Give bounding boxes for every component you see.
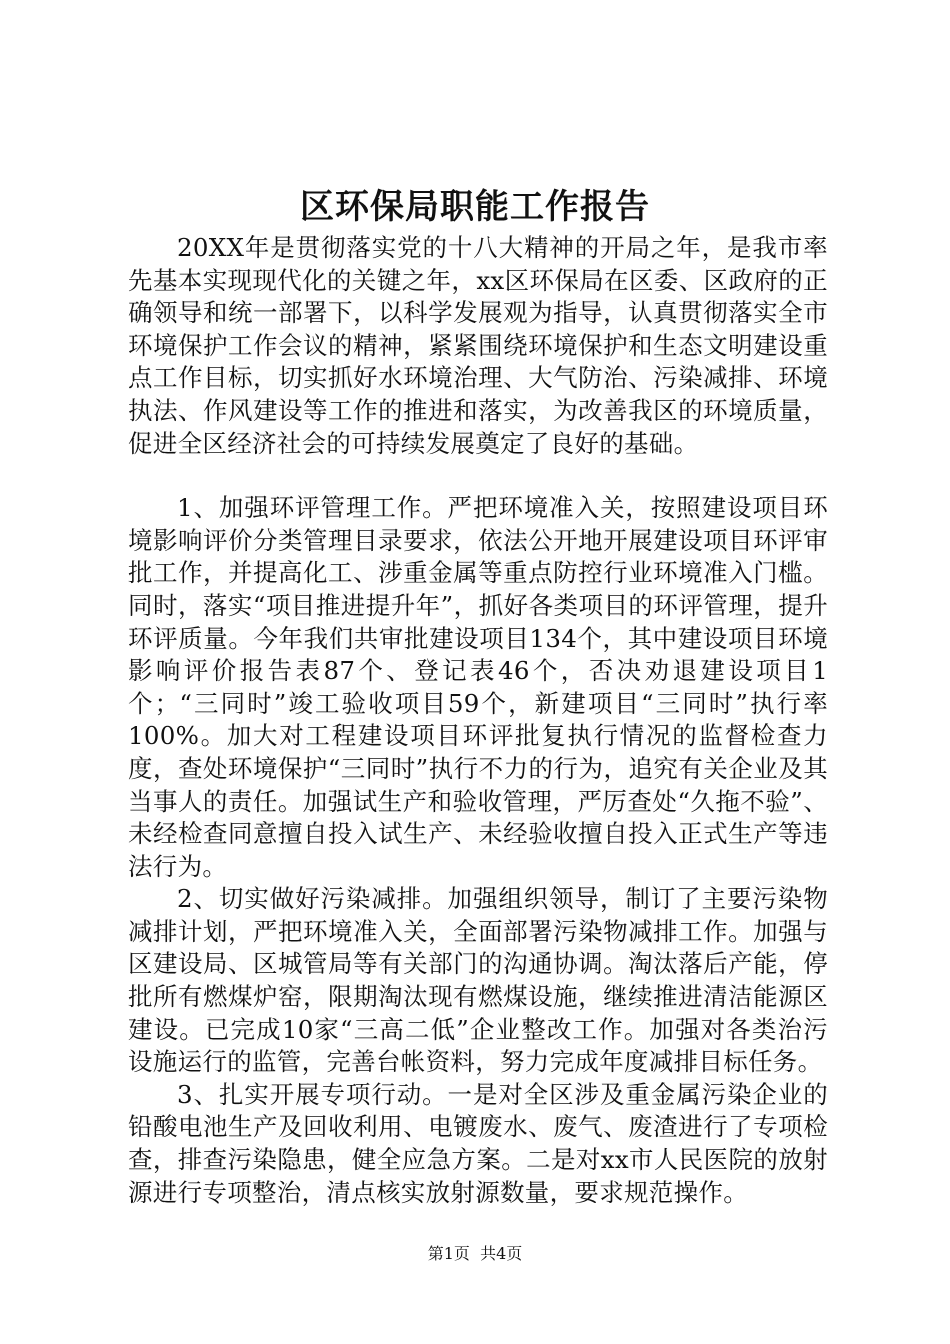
intro-paragraph: 20XX年是贯彻落实党的十八大精神的开局之年，是我市率先基本实现现代化的关键之年，xx区环保局在区委、区政府的正确领导和统一部署下，以科学发展观为指导，认真贯彻落实全市环境保护工作会议的精神，紧紧围绕环境保护和生态文明建设重点工作目标，切实抓好水环境治理、大气防治、污染减排、环境执法、作风建设等工作的推进和落实，为改善我区的环境质量，促进全区经济社会的可持续发展奠定了良好的基础。	[128, 233, 828, 458]
page-footer	[0, 1244, 950, 1264]
paragraph-spacer	[128, 460, 828, 492]
page-total: 共4页	[480, 1244, 523, 1263]
document-title: 区环保局职能工作报告	[300, 187, 650, 227]
page-number: 第1页	[427, 1244, 470, 1263]
document-body	[128, 232, 828, 1209]
section-3-paragraph: 3、扎实开展专项行动。一是对全区涉及重金属污染企业的铅酸电池生产及回收利用、电镀废水、废气、废渣进行了专项检查，排查污染隐患，健全应急方案。二是对xx市人民医院的放射源进行专项整治，清点核实放射源数量，要求规范操作。	[128, 1079, 828, 1207]
section-1-paragraph: 1、加强环评管理工作。严把环境准入关，按照建设项目环境影响评价分类管理目录要求，依法公开地开展建设项目环评审批工作，并提高化工、涉重金属等重点防控行业环境准入门槛。同时，落实“项目推进提升年”，抓好各类项目的环评管理，提升环评质量。今年我们共审批建设项目134个，其中建设项目环境影响评价报告表87个、登记表46个，否决劝退建设项目1个；“三同时”竣工验收项目59个，新建项目“三同时”执行率100%。加大对工程建设项目环评批复执行情况的监督检查力度，查处环境保护“三同时”执行不力的行为，追究有关企业及其当事人的责任。加强试生产和验收管理，严厉查处“久拖不验”、未经检查同意擅自投入试生产、未经验收擅自投入正式生产等违法行为。	[128, 493, 828, 881]
section-2-paragraph: 2、切实做好污染减排。加强组织领导，制订了主要污染物减排计划，严把环境准入关，全面部署污染物减排工作。加强与区建设局、区城管局等有关部门的沟通协调。淘汰落后产能，停批所有燃煤炉窑，限期淘汰现有燃煤设施，继续推进清洁能源区建设。已完成10家“三高二低”企业整改工作。加强对各类治污设施运行的监管，完善台帐资料，努力完成年度减排目标任务。	[128, 884, 828, 1077]
